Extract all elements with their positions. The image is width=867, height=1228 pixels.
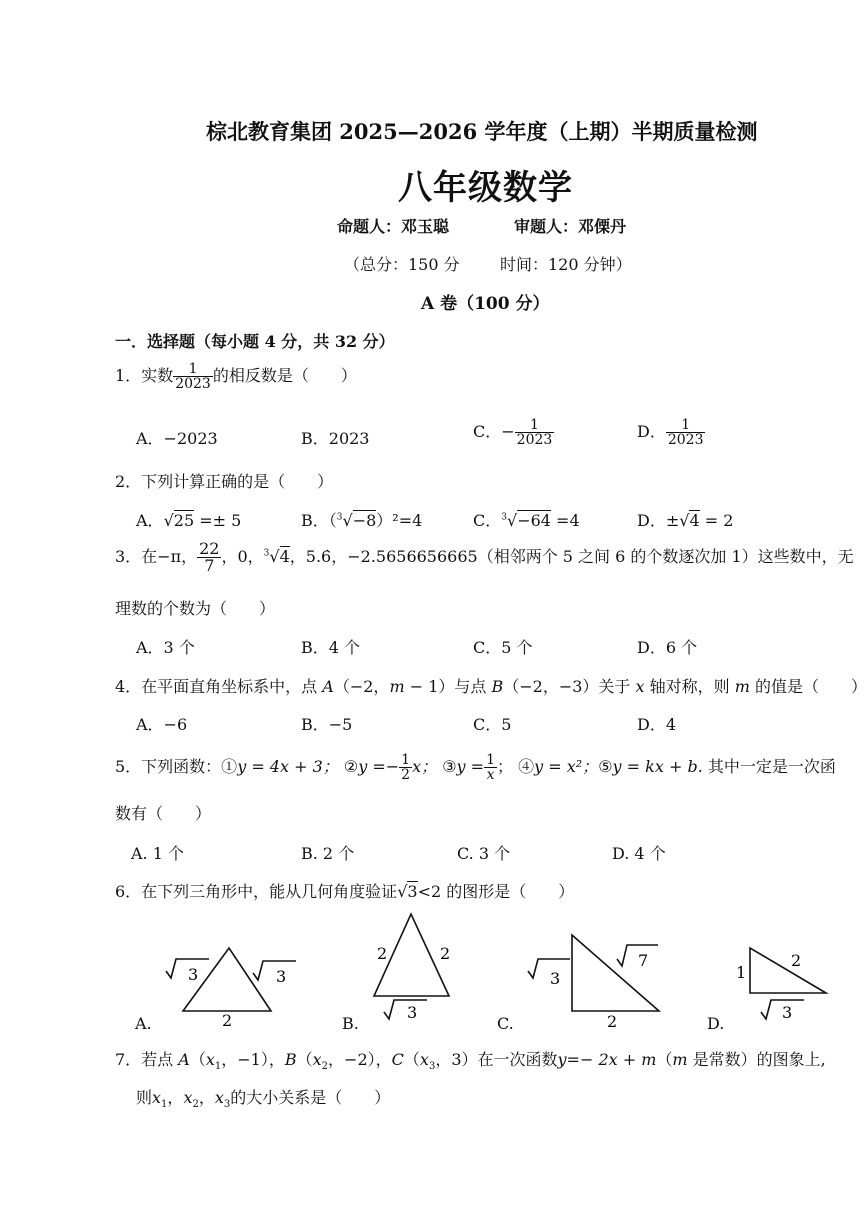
q7-x1: x [205, 1050, 215, 1069]
q5-p3: ③ [442, 757, 457, 776]
q2-c-rest: =4 [550, 511, 580, 530]
q6-p1: 6．在下列三角形中，能从几何角度验证 [115, 882, 398, 901]
q1-d-label: D． [637, 422, 666, 441]
q4-x: x [635, 677, 645, 696]
q2-d-rest: = 2 [699, 511, 734, 530]
q5-p2: ② [343, 757, 359, 776]
q7-l2-x2: x [183, 1088, 193, 1107]
q7-p6: （ [403, 1050, 420, 1069]
q5-f3-fraction [484, 753, 497, 782]
q7-function: y=− 2x + m [557, 1050, 657, 1069]
triangle-a-right-side: 3 [276, 967, 287, 986]
q1-option-c [473, 418, 554, 447]
q3-option-c: C．5 个 [473, 638, 533, 657]
q6-option-a-label: A. [135, 1014, 152, 1033]
q7-m: m [672, 1050, 688, 1069]
q5-f5: y = kx + b. [612, 757, 703, 776]
q4-p6: 的值是（ ） [749, 677, 867, 696]
q5-f2a: y =− [358, 757, 400, 776]
q5-f3-num: 1 [486, 752, 495, 768]
q4-p3: − 1）与点 [404, 677, 492, 696]
q2-option-d [637, 508, 733, 531]
q6-p2: <2 的图形是（ ） [417, 882, 575, 901]
q3-frac-num: 22 [199, 539, 220, 558]
triangle-c [528, 935, 659, 1011]
q2-b-radicand: −8 [352, 511, 377, 530]
q7-l2-s3: 3 [223, 1099, 231, 1111]
triangle-c-left-side: 3 [550, 969, 561, 988]
q2-option-b [301, 508, 422, 531]
triangle-a-base: 2 [222, 1011, 233, 1030]
q2-c-index: 3 [501, 512, 507, 523]
q5-f3a: y = [456, 757, 485, 776]
q4-option-a: A．−6 [136, 715, 188, 734]
triangle-d-shape [750, 948, 826, 993]
triangle-c-hypotenuse: 7 [638, 951, 649, 970]
q1-c-sign: − [501, 422, 515, 441]
q1-frac-num: 1 [188, 361, 198, 377]
q1-c-fraction [515, 418, 555, 447]
q7-point-b: B [284, 1050, 297, 1069]
q7-l2-x1: x [152, 1088, 162, 1107]
radical-sign-icon: √ [506, 511, 518, 530]
q7-p8: （ [656, 1050, 673, 1069]
triangle-d-base: 3 [782, 1003, 793, 1022]
q7-l2-s1: 1 [161, 1099, 168, 1111]
q1-suffix: 的相反数是（ ） [212, 366, 357, 385]
q3-part1: 3．在−π， [115, 547, 198, 566]
triangle-c-base: 2 [607, 1012, 618, 1031]
q3-part3: ，5.6̇，−2.5656656665（相邻两个 5 之间 6 的个数逐次加 1）这些数中，无 [289, 547, 854, 566]
q7-l2c: ， [198, 1088, 215, 1107]
q4-m1: m [389, 677, 405, 696]
q1-number: 1． [115, 366, 142, 385]
q7-p1: 7．若点 [115, 1050, 179, 1069]
exam-time: 时间：120 分钟） [500, 255, 632, 274]
q4-point-b: B [491, 677, 504, 696]
q7-point-c: C [391, 1050, 404, 1069]
q2-option-c [473, 508, 580, 531]
triangle-a-left-side: 3 [188, 965, 199, 984]
q6-option-d-label: D. [707, 1014, 725, 1033]
triangle-b-base: 3 [407, 1003, 418, 1022]
q5-p1: 5．下列函数：① [115, 757, 238, 776]
q5-f3-den: x [484, 767, 497, 782]
q7-p2: （ [189, 1050, 206, 1069]
exam-subject-title: 八年级数学 [398, 168, 573, 208]
q2-b-index: 3 [336, 512, 343, 523]
q4-p5: 轴对称，则 [644, 677, 735, 696]
q5-f2-fraction [399, 753, 412, 782]
triangle-b-right-side: 2 [440, 944, 451, 963]
q1-c-den: 2023 [516, 432, 553, 448]
q1-c-label: C． [473, 422, 502, 441]
q7-l2-s2: 2 [192, 1099, 199, 1111]
q6-option-b-label: B. [342, 1014, 359, 1033]
q4-point-a: A [322, 677, 334, 696]
q3-frac-den: 7 [197, 557, 221, 574]
triangle-a-right-radical-icon [253, 961, 296, 980]
q1-fraction [173, 362, 213, 391]
triangle-b-left-side: 2 [377, 944, 388, 963]
q7-s3: 3 [428, 1061, 436, 1073]
radical-sign-icon: √ [679, 511, 690, 530]
q3-radicand: 4 [279, 547, 290, 566]
q7-l2b: ， [167, 1088, 184, 1107]
q4-option-b: B．−5 [301, 715, 353, 734]
q3-fraction [197, 541, 221, 574]
q7-l2a: 则 [136, 1088, 153, 1107]
total-score: （总分：150 分 [344, 255, 460, 274]
q7-p3: ，−1）， [221, 1050, 285, 1069]
q2-b-rest: ）²=4 [376, 511, 423, 530]
q2-a-radical [164, 510, 195, 530]
reviewer-label: 审题人：邓傈丹 [514, 217, 627, 236]
q1-frac-den: 2023 [175, 376, 211, 392]
q3-part2: ，0， [221, 547, 264, 566]
q7-p5: ，−2）， [328, 1050, 392, 1069]
q5-p5: ⑤ [598, 757, 613, 776]
q5-p6: 其中一定是一次函 [702, 757, 836, 776]
question-2: 2．下列计算正确的是（ ） [115, 472, 334, 491]
q5-f3b: ； [497, 757, 514, 776]
exam-org-title: 棕北教育集团 2025—2026 学年度（上期）半期质量检测 [206, 119, 758, 144]
q6-option-c-label: C. [497, 1014, 514, 1033]
question-1 [115, 362, 357, 391]
question-6 [115, 879, 574, 902]
q2-a-rest: =± 5 [194, 511, 242, 530]
q2-a-label: A． [136, 511, 164, 530]
q5-f1: y = 4x + 3； [237, 757, 339, 776]
q1-d-fraction [666, 418, 706, 447]
q5-option-a: A. 1 个 [131, 844, 184, 863]
radical-sign-icon: √ [397, 882, 408, 901]
q3-option-a: A．3 个 [136, 638, 195, 657]
q2-d-label: D．± [637, 511, 680, 530]
question-4 [115, 674, 867, 697]
q7-p9: 是常数）的图象上, [687, 1050, 826, 1069]
q2-c-label: C． [473, 511, 502, 530]
q5-f2b: x； [412, 757, 438, 776]
q5-f2-num: 1 [401, 752, 411, 768]
q3-option-b: B．4 个 [301, 638, 361, 657]
triangle-d-left-side: 1 [736, 963, 747, 982]
q7-point-a: A [178, 1050, 190, 1069]
q4-option-c: C．5 [473, 715, 512, 734]
q2-d-radicand: 4 [689, 511, 700, 530]
q4-p2: （−2， [333, 677, 390, 696]
q1-d-den: 2023 [667, 432, 704, 448]
q7-l2-x3: x [214, 1088, 224, 1107]
q5-f2-den: 2 [401, 767, 411, 783]
radical-sign-icon: √ [163, 511, 174, 530]
q1-option-b: B．2023 [301, 429, 370, 448]
q3-line-2: 理数的个数为（ ） [115, 599, 276, 618]
radical-sign-icon: √ [342, 511, 353, 530]
q5-option-c: C. 3 个 [457, 844, 511, 863]
q1-d-num: 1 [681, 417, 691, 433]
q7-s1: 1 [214, 1061, 222, 1073]
q2-option-a [136, 508, 241, 531]
q6-radicand: 3 [407, 882, 418, 901]
q5-p4: ④ [518, 757, 535, 776]
triangle-b-base-radical-icon [384, 1000, 427, 1019]
q7-s2: 2 [321, 1061, 329, 1073]
q7-p4: （ [296, 1050, 313, 1069]
q7-x2: x [312, 1050, 322, 1069]
triangle-d-hypotenuse: 2 [791, 951, 802, 970]
q5-option-d: D. 4 个 [612, 844, 666, 863]
question-3 [115, 541, 854, 574]
q5-f4: y = x²； [534, 757, 599, 776]
q3-option-d: D．6 个 [637, 638, 698, 657]
triangle-c-shape [572, 935, 659, 1011]
q7-line-2 [136, 1085, 390, 1110]
author-label: 命题人：邓玉聪 [337, 217, 450, 236]
q4-option-d: D．4 [637, 715, 677, 734]
triangle-c-left-radical-icon [528, 959, 570, 978]
q4-p4: （−2，−3）关于 [503, 677, 636, 696]
q5-line-2: 数有（ ） [115, 804, 212, 823]
q2-c-radicand: −64 [517, 511, 551, 530]
q3-root-index: 3 [263, 548, 270, 559]
section-a-title: A 卷（100 分） [421, 294, 550, 314]
q1-option-d [637, 418, 705, 447]
question-5 [115, 753, 836, 782]
q1-prefix: 实数 [141, 366, 174, 385]
q2-a-radicand: 25 [173, 511, 195, 530]
q5-option-b: B. 2 个 [301, 844, 355, 863]
radical-sign-icon: √ [269, 547, 280, 566]
q6-triangle-figures [0, 900, 867, 1040]
q7-l2d: 的大小关系是（ ） [230, 1088, 391, 1107]
q4-m2: m [734, 677, 750, 696]
q7-x3: x [419, 1050, 429, 1069]
question-7 [115, 1047, 826, 1072]
q1-c-num: 1 [530, 417, 539, 433]
q4-p1: 4．在平面直角坐标系中，点 [115, 677, 323, 696]
q7-p7: ，3）在一次函数 [435, 1050, 558, 1069]
q1-option-a: A．−2023 [136, 429, 218, 448]
section-1-title: 一．选择题（每小题 4 分，共 32 分） [115, 332, 395, 351]
q2-b-label: B．（ [301, 511, 337, 530]
